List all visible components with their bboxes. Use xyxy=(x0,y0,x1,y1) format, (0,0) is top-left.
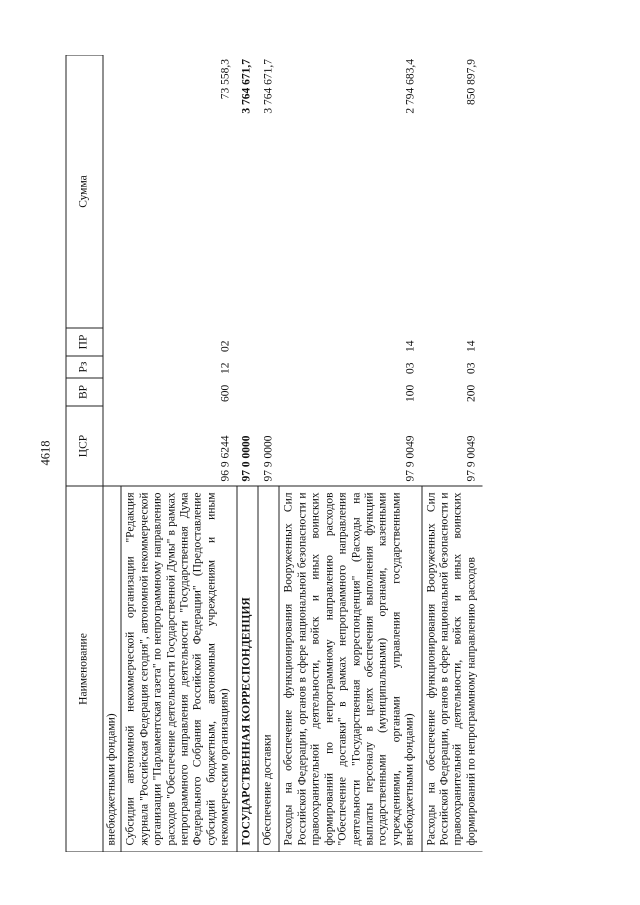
row-csr: 97 9 0049 xyxy=(403,435,416,481)
row-pr: 02 xyxy=(218,340,231,352)
header-pr: ПР xyxy=(66,328,103,356)
row-vr: 100 xyxy=(403,384,416,402)
row-pr xyxy=(236,328,257,356)
row-rz: 03 xyxy=(403,362,416,374)
row-name: ГОСУДАРСТВЕННАЯ КОРРЕСПОНДЕНЦИЯ xyxy=(236,486,257,852)
table-row xyxy=(236,55,257,852)
row-vr: 600 xyxy=(218,384,231,402)
row-vr: 200 xyxy=(464,384,477,402)
row-sum: 3 764 671,7 xyxy=(240,58,253,114)
row-name: Расходы на обеспечение функционирования Вооруженных Сил Российской Федерации, органов в сфере национальной безопасности и правоохранительной деятельности, войск и иных воинских формирований по непрограммному направлению расходов xyxy=(421,486,482,852)
row-pr xyxy=(103,328,121,356)
header-vr: ВР xyxy=(66,378,103,406)
table-row xyxy=(121,55,236,852)
header-csr: ЦСР xyxy=(66,406,103,486)
budget-table xyxy=(65,55,482,852)
row-sum: 73 558,3 xyxy=(218,58,231,99)
row-rz xyxy=(103,356,121,378)
table-row xyxy=(421,55,482,852)
row-rz: 12 xyxy=(218,362,231,374)
header-sum: Сумма xyxy=(66,55,103,328)
row-vr xyxy=(258,378,279,406)
row-name: Обеспечение доставки xyxy=(258,486,279,852)
row-pr: 14 xyxy=(403,340,416,352)
row-csr: 96 9 6244 xyxy=(218,435,231,481)
row-sum xyxy=(103,55,121,328)
row-vr xyxy=(103,378,121,406)
table-row xyxy=(103,55,121,852)
row-rz xyxy=(258,356,279,378)
header-rz: Рз xyxy=(66,356,103,378)
row-csr xyxy=(103,406,121,486)
header-name: Наименование xyxy=(66,486,103,852)
table-header-row xyxy=(66,55,103,852)
budget-table-area xyxy=(65,55,597,852)
row-csr: 97 9 0000 xyxy=(261,435,274,481)
page-number-text: 4618 xyxy=(38,440,53,466)
table-row xyxy=(279,55,421,852)
row-csr: 97 9 0049 xyxy=(464,435,477,481)
row-rz: 03 xyxy=(464,362,477,374)
row-pr xyxy=(258,328,279,356)
row-csr: 97 0 0000 xyxy=(240,435,253,481)
page-number xyxy=(34,436,58,470)
row-sum: 2 794 683,4 xyxy=(403,58,416,114)
row-rz xyxy=(236,356,257,378)
row-pr: 14 xyxy=(464,340,477,352)
row-name: Субсидии автономной некоммерческой организации "Редакция журнала "Российская Федерация сегодня", автономной некоммерческой организации "Парламентская газета" по непрограммному направлению расходов "Обеспечение деятельности Государственной Думы" в рамках непрограммного направления деятельности "Государственная Дума Федерального Собрания Российской Федерации" (Предоставление субсидий бюджетным, автономным учреждениям и иным некоммерческим организациям) xyxy=(121,486,236,852)
table-row xyxy=(258,55,279,852)
row-name: внебюджетными фондами) xyxy=(103,486,121,852)
row-vr xyxy=(236,378,257,406)
row-sum: 850 897,9 xyxy=(464,58,477,105)
budget-table-frame xyxy=(65,55,597,852)
row-name: Расходы на обеспечение функционирования Вооруженных Сил Российской Федерации, органов в сфере национальной безопасности и правоохранительной деятельности, войск и иных воинских формирований по непрограммному направлению расходов "Обеспечение доставки" в рамках непрограммного направления деятельности "Государственная корреспонденция" (Расходы на выплаты персоналу в целях обеспечения выполнения функций государственными (муниципальными) органами, казенными учреждениями, органами управления государственными внебюджетными фондами) xyxy=(279,486,421,852)
row-sum: 3 764 671,7 xyxy=(261,58,274,114)
